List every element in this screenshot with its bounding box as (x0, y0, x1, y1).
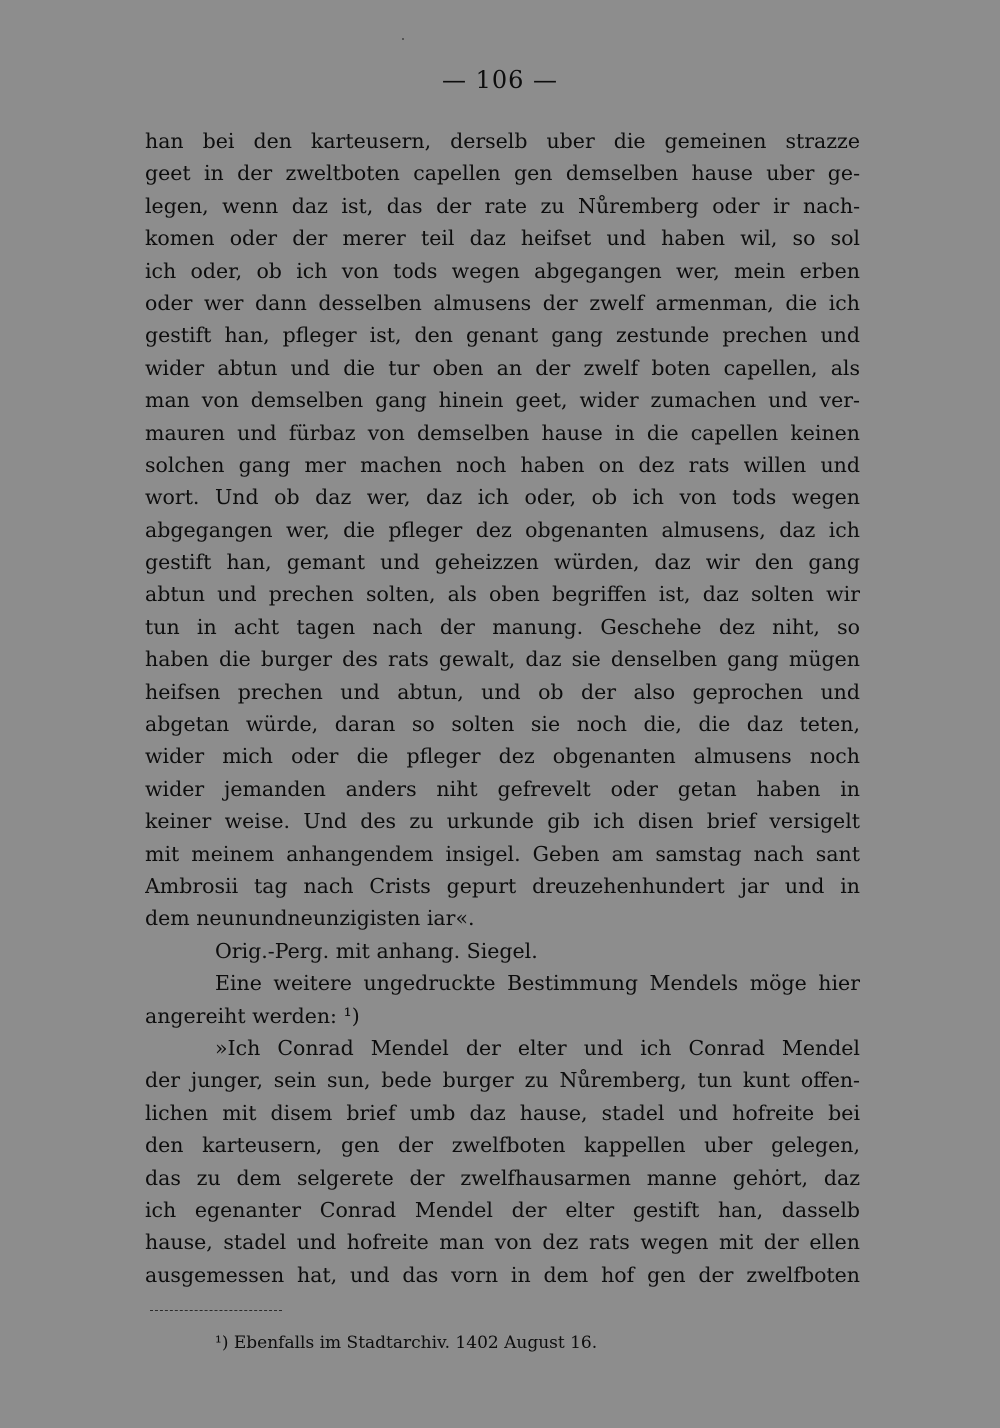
footnote-divider (150, 1310, 282, 1311)
text-line: dem neunundneunzigisten iar«. (145, 906, 475, 931)
text-line: wort. Und ob daz wer, daz ich oder, ob ich von tods wegen (145, 485, 860, 510)
text-line: geet in der zweltboten capellen gen demselben hause uber ge- (145, 161, 860, 186)
text-line: »Ich Conrad Mendel der elter und ich Conrad Mendel (215, 1035, 860, 1060)
source-note: Orig.-Perg. mit anhang. Siegel. (215, 938, 538, 963)
text-line: oder wer dann desselben almusens der zwelf armenman, die ich (145, 290, 860, 315)
text-line: ich oder, ob ich von tods wegen abgegangen wer, mein erben (145, 258, 860, 283)
text-line: han bei den karteusern, derselb uber die gemeinen strazze (145, 129, 860, 153)
text-line: ich egenanter Conrad Mendel der elter gestift han, dasselb (145, 1197, 860, 1222)
text-line: das zu dem selgerete der zwelfhausarmen manne gehȯrt, daz (145, 1165, 860, 1190)
text-line: mit meinem anhangendem insigel. Geben am samstag nach sant (145, 841, 860, 866)
text-line: komen oder der merer teil daz heifset und haben wil, so sol (145, 226, 860, 251)
text-line: tun in acht tagen nach der manung. Geschehe dez niht, so (145, 614, 860, 639)
text-line: man von demselben gang hinein geet, wider zumachen und ver- (145, 388, 860, 413)
text-line: haben die burger des rats gewalt, daz sie denselben gang mügen (145, 647, 860, 672)
text-line: der junger, sein sun, bede burger zu Nůremberg, tun kunt offen- (145, 1068, 860, 1093)
text-line: Ambrosii tag nach Crists gepurt dreuzehenhundert jar und in (145, 873, 860, 898)
text-line: hause, stadel und hofreite man von dez rats wegen mit der ellen (145, 1230, 860, 1255)
text-line: wider jemanden anders niht gefrevelt oder getan haben in (145, 776, 860, 801)
page-number: — 106 — (441, 66, 559, 94)
text-line: Eine weitere ungedruckte Bestimmung Mendels möge hier (215, 971, 860, 996)
speck-mark (402, 38, 404, 40)
text-line: angereiht werden: ¹) (145, 1003, 360, 1028)
text-line: lichen mit disem brief umb daz hause, stadel und hofreite bei (145, 1100, 860, 1125)
footnote: ¹) Ebenfalls im Stadtarchiv. 1402 August 16. (215, 1333, 598, 1353)
text-line: heifsen prechen und abtun, und ob der also geprochen und (145, 679, 860, 704)
text-line: mauren und fürbaz von demselben hause in die capellen keinen (145, 420, 860, 445)
text-line: den karteusern, gen der zwelfboten kappellen uber gelegen, (145, 1133, 860, 1158)
text-line: wider abtun und die tur oben an der zwelf boten capellen, als (145, 355, 860, 380)
text-line: abtun und prechen solten, als oben begriffen ist, daz solten wir (145, 582, 860, 607)
text-line: keiner weise. Und des zu urkunde gib ich disen brief versigelt (145, 809, 860, 834)
body-text (145, 125, 860, 1291)
text-line: wider mich oder die pfleger dez obgenanten almusens noch (145, 744, 860, 769)
text-line: ausgemessen hat, und das vorn in dem hof gen der zwelfboten (145, 1262, 860, 1287)
text-line: abgegangen wer, die pfleger dez obgenanten almusens, daz ich (145, 517, 860, 542)
text-line: abgetan würde, daran so solten sie noch die, die daz teten, (145, 712, 860, 737)
text-line: legen, wenn daz ist, das der rate zu Nůremberg oder ir nach- (145, 193, 860, 218)
text-line: gestift han, gemant und geheizzen würden, daz wir den gang (145, 550, 860, 575)
text-line: solchen gang mer machen noch haben on dez rats willen und (145, 452, 860, 477)
text-line: gestift han, pfleger ist, den genant gang zestunde prechen und (145, 323, 860, 348)
